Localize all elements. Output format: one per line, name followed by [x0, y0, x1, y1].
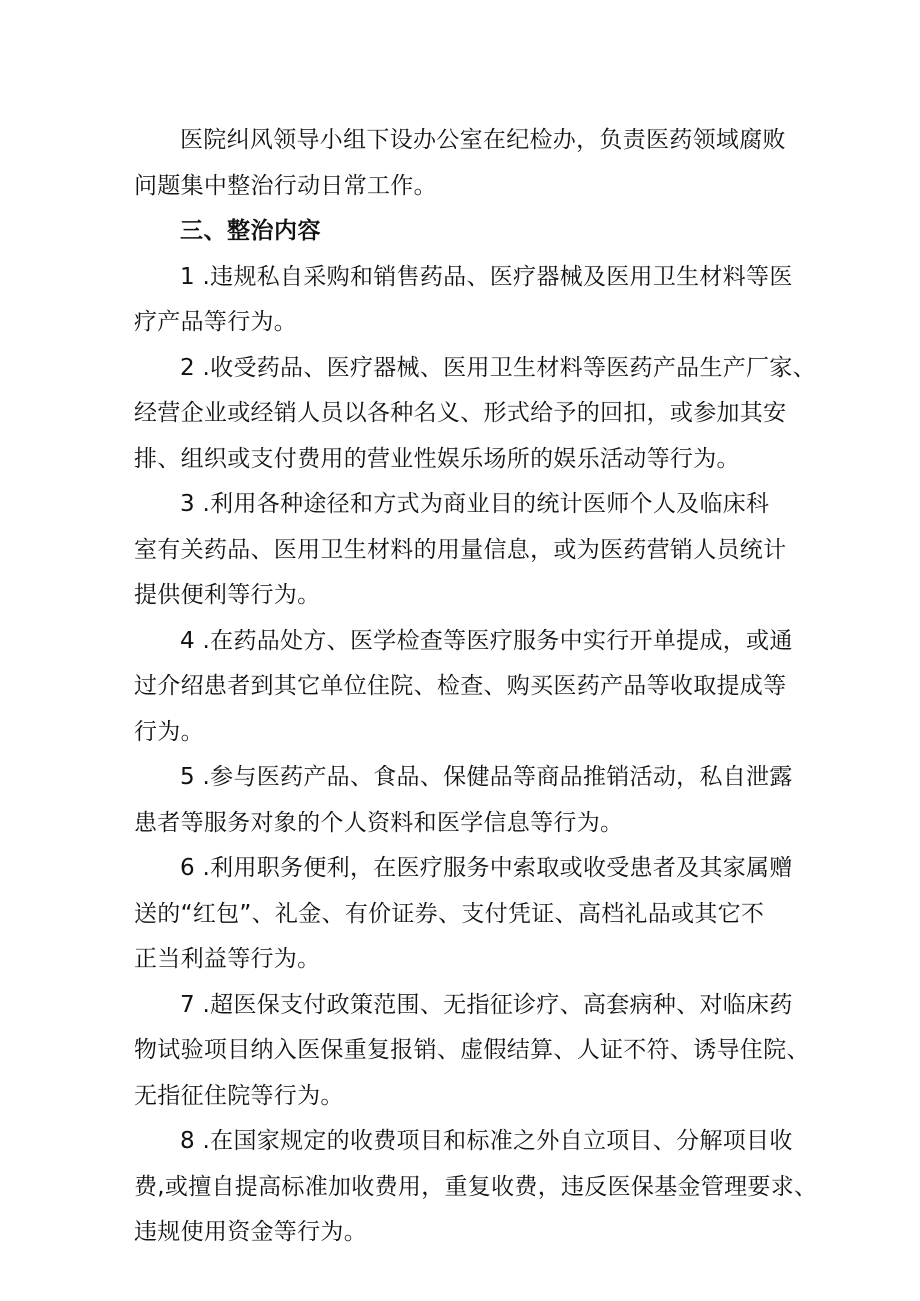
- intro-paragraph: [134, 118, 794, 209]
- item-line: 排、组织或支付费用的营业性娱乐场所的娱乐活动等行为。: [134, 445, 740, 472]
- item-line: 行为。: [134, 718, 204, 745]
- item-line: 4 .在药品处方、医学检查等医疗服务中实行开单提成，或通: [180, 627, 793, 654]
- section-heading: 三、整治内容: [180, 218, 321, 244]
- item-line: 送的“红包”、礼金、有价证券、支付凭证、高档礼品或其它不: [134, 900, 765, 927]
- item-line: 7 .超医保支付政策范围、无指征诊疗、高套病种、对临床药: [180, 991, 793, 1018]
- item-paragraph-5: [134, 755, 794, 846]
- item-line: 6 .利用职务便利，在医疗服务中索取或收受患者及其家属赠: [180, 855, 793, 881]
- item-line: 提供便利等行为。: [134, 582, 321, 608]
- intro-line: 问题集中整治行动日常工作。: [134, 172, 437, 199]
- item-line: 2 .收受药品、医疗器械、医用卫生材料等医药产品生产厂家、: [180, 354, 816, 381]
- item-line: 室有关药品、医用卫生材料的用量信息，或为医药营销人员统计: [134, 536, 787, 563]
- item-line: 经营企业或经销人员以各种名义、形式给予的回扣，或参加其安: [134, 400, 787, 426]
- item-line: 正当利益等行为。: [134, 946, 321, 972]
- item-paragraph-7: [134, 983, 810, 1120]
- document-body: [134, 118, 818, 1256]
- item-paragraph-1: [134, 255, 794, 346]
- item-line: 物试验项目纳入医保重复报销、虚假结算、人证不符、诱导住院、: [134, 1037, 810, 1063]
- item-line: 患者等服务对象的个人资料和医学信息等行为。: [134, 809, 624, 836]
- item-line: 3 .利用各种途径和方式为商业目的统计医师个人及临床科: [180, 491, 770, 517]
- item-line: 1 .违规私自采购和销售药品、医疗器械及医用卫生材料等医: [180, 263, 793, 290]
- intro-line: 医院纠风领导小组下设办公室在纪检办，负责医药领域腐败: [180, 127, 786, 153]
- item-line: 疗产品等行为。: [134, 309, 298, 335]
- item-line: 费,或擅自提高标准加收费用，重复收费，违反医保基金管理要求、: [134, 1173, 818, 1200]
- item-paragraph-2: [134, 346, 816, 483]
- item-line: 过介绍患者到其它单位住院、检查、购买医药产品等收取提成等: [134, 673, 787, 699]
- item-line: 违规使用资金等行为。: [134, 1219, 367, 1245]
- item-paragraph-3: [134, 482, 794, 619]
- item-line: 8 .在国家规定的收费项目和标准之外自立项目、分解项目收: [180, 1128, 793, 1154]
- item-paragraph-6: [134, 846, 794, 983]
- item-line: 无指征住院等行为。: [134, 1082, 344, 1109]
- item-paragraph-4: [134, 619, 794, 756]
- item-paragraph-8: [134, 1119, 818, 1256]
- item-line: 5 .参与医药产品、食品、保健品等商品推销活动，私自泄露: [180, 764, 793, 790]
